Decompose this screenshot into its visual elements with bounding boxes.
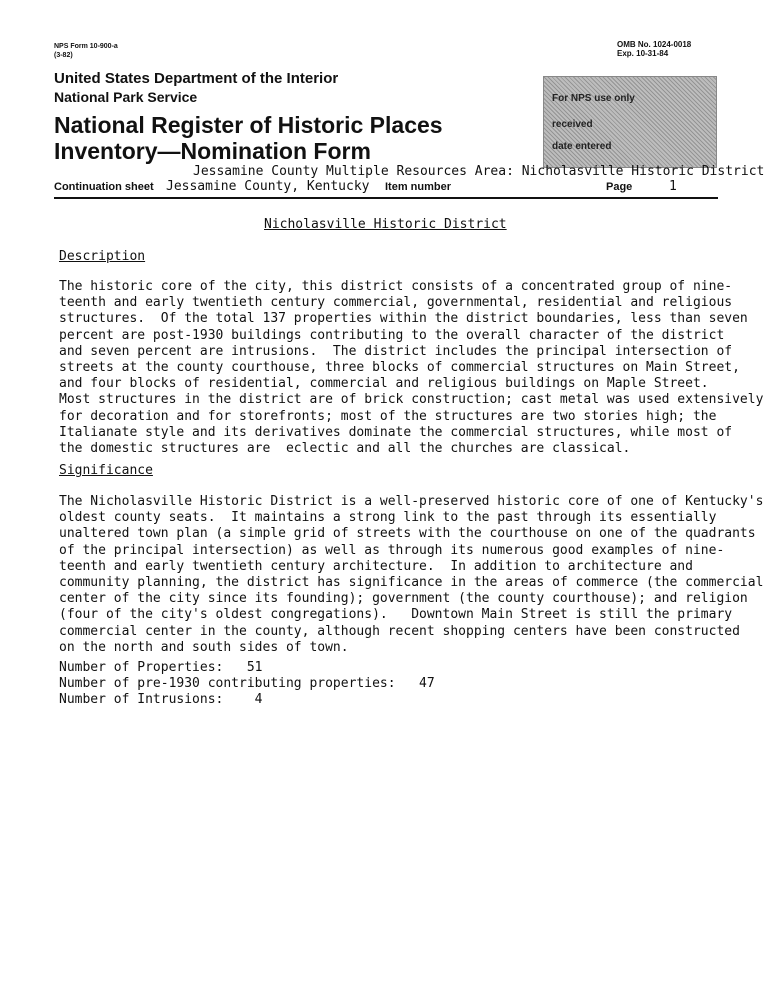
significance-heading: Significance bbox=[59, 463, 153, 478]
significance-paragraph bbox=[59, 494, 763, 656]
text-line: unaltered town plan (a simple grid of streets with the courthouse on one of the quadrants bbox=[59, 526, 756, 542]
document-title: Nicholasville Historic District bbox=[264, 217, 507, 232]
text-line: community planning, the district has significance in the areas of commerce (the commercial bbox=[59, 575, 764, 591]
text-line: The Nicholasville Historic District is a well-preserved historic core of one of Kentucky's bbox=[59, 494, 764, 509]
form-title-line-1: National Register of Historic Places bbox=[54, 112, 443, 138]
agency-name: National Park Service bbox=[54, 89, 198, 105]
text-line: center of the city since its founding); government (the county courthouse); and religion bbox=[59, 591, 748, 607]
text-line: teenth and early twentieth century architecture. In addition to architecture and bbox=[59, 558, 693, 574]
continuation-sheet-label: Continuation sheet bbox=[54, 181, 154, 193]
text-line: and four blocks of residential, commercial and religious buildings on Maple Street. bbox=[59, 376, 709, 392]
text-line: Most structures in the district are of brick construction; cast metal was used extensively bbox=[59, 392, 764, 408]
continuation-sheet-row bbox=[54, 179, 718, 199]
nps-use-only-box bbox=[543, 76, 717, 168]
text-line: for decoration and for storefronts; most of the structures are two stories high; the bbox=[59, 408, 717, 424]
omb-expiration: Exp. 10-31-84 bbox=[617, 49, 669, 58]
text-line: of the principal intersection) as well as through its numerous good examples of nine- bbox=[59, 542, 725, 558]
text-line: Italianate style and its derivatives dominate the commercial structures, while most of bbox=[59, 424, 733, 440]
form-number bbox=[54, 42, 118, 60]
text-line: the domestic structures are eclectic and all the churches are classical. bbox=[59, 441, 631, 457]
text-line: structures. Of the total 137 properties within the district boundaries, less than seven bbox=[59, 311, 748, 327]
county-value: Jessamine County, Kentucky bbox=[166, 179, 370, 194]
text-line: and seven percent are intrusions. The district includes the principal intersection of bbox=[59, 343, 733, 359]
text-line: oldest county seats. It maintains a strong link to the past through its essentially bbox=[59, 510, 717, 526]
form-title-line-2: Inventory—Nomination Form bbox=[54, 138, 371, 164]
contributing-count-line: Number of pre-1930 contributing properties: 47 bbox=[59, 676, 435, 692]
text-line: on the north and south sides of town. bbox=[59, 639, 349, 655]
intrusions-count-line: Number of Intrusions: 4 bbox=[59, 692, 263, 708]
department-name: United States Department of the Interior bbox=[54, 70, 339, 87]
received-label: received bbox=[552, 119, 593, 130]
page-label: Page bbox=[606, 181, 633, 193]
omb-number: OMB No. 1024-0018 bbox=[617, 40, 692, 49]
date-entered-label: date entered bbox=[552, 141, 612, 152]
nps-use-only-label: For NPS use only bbox=[552, 93, 635, 104]
properties-count-line: Number of Properties: 51 bbox=[59, 660, 263, 675]
description-paragraph bbox=[59, 279, 763, 457]
item-number-label: Item number bbox=[385, 181, 452, 193]
omb-info bbox=[617, 40, 691, 58]
text-line: commercial center in the county, although recent shopping centers have been constructed bbox=[59, 623, 740, 639]
property-counts bbox=[59, 660, 435, 709]
page-number: 1 bbox=[669, 179, 677, 194]
text-line: (four of the city's oldest congregations). Downtown Main Street is still the primary bbox=[59, 607, 733, 623]
text-line: teenth and early twentieth century commercial, governmental, residential and religious bbox=[59, 295, 733, 311]
form-date-line: (3-82) bbox=[54, 52, 73, 59]
text-line: The historic core of the city, this district consists of a concentrated group of nine- bbox=[59, 279, 733, 294]
resources-area-line: Jessamine County Multiple Resources Area: Nicholasville Historic District bbox=[193, 164, 765, 179]
text-line: percent are post-1930 buildings contributing to the overall character of the district bbox=[59, 327, 725, 343]
form-title bbox=[54, 112, 443, 164]
description-heading: Description bbox=[59, 249, 146, 264]
text-line: streets at the county courthouse, three blocks of commercial structures on Main Street, bbox=[59, 360, 740, 376]
form-number-line: NPS Form 10-900-a bbox=[54, 43, 118, 50]
